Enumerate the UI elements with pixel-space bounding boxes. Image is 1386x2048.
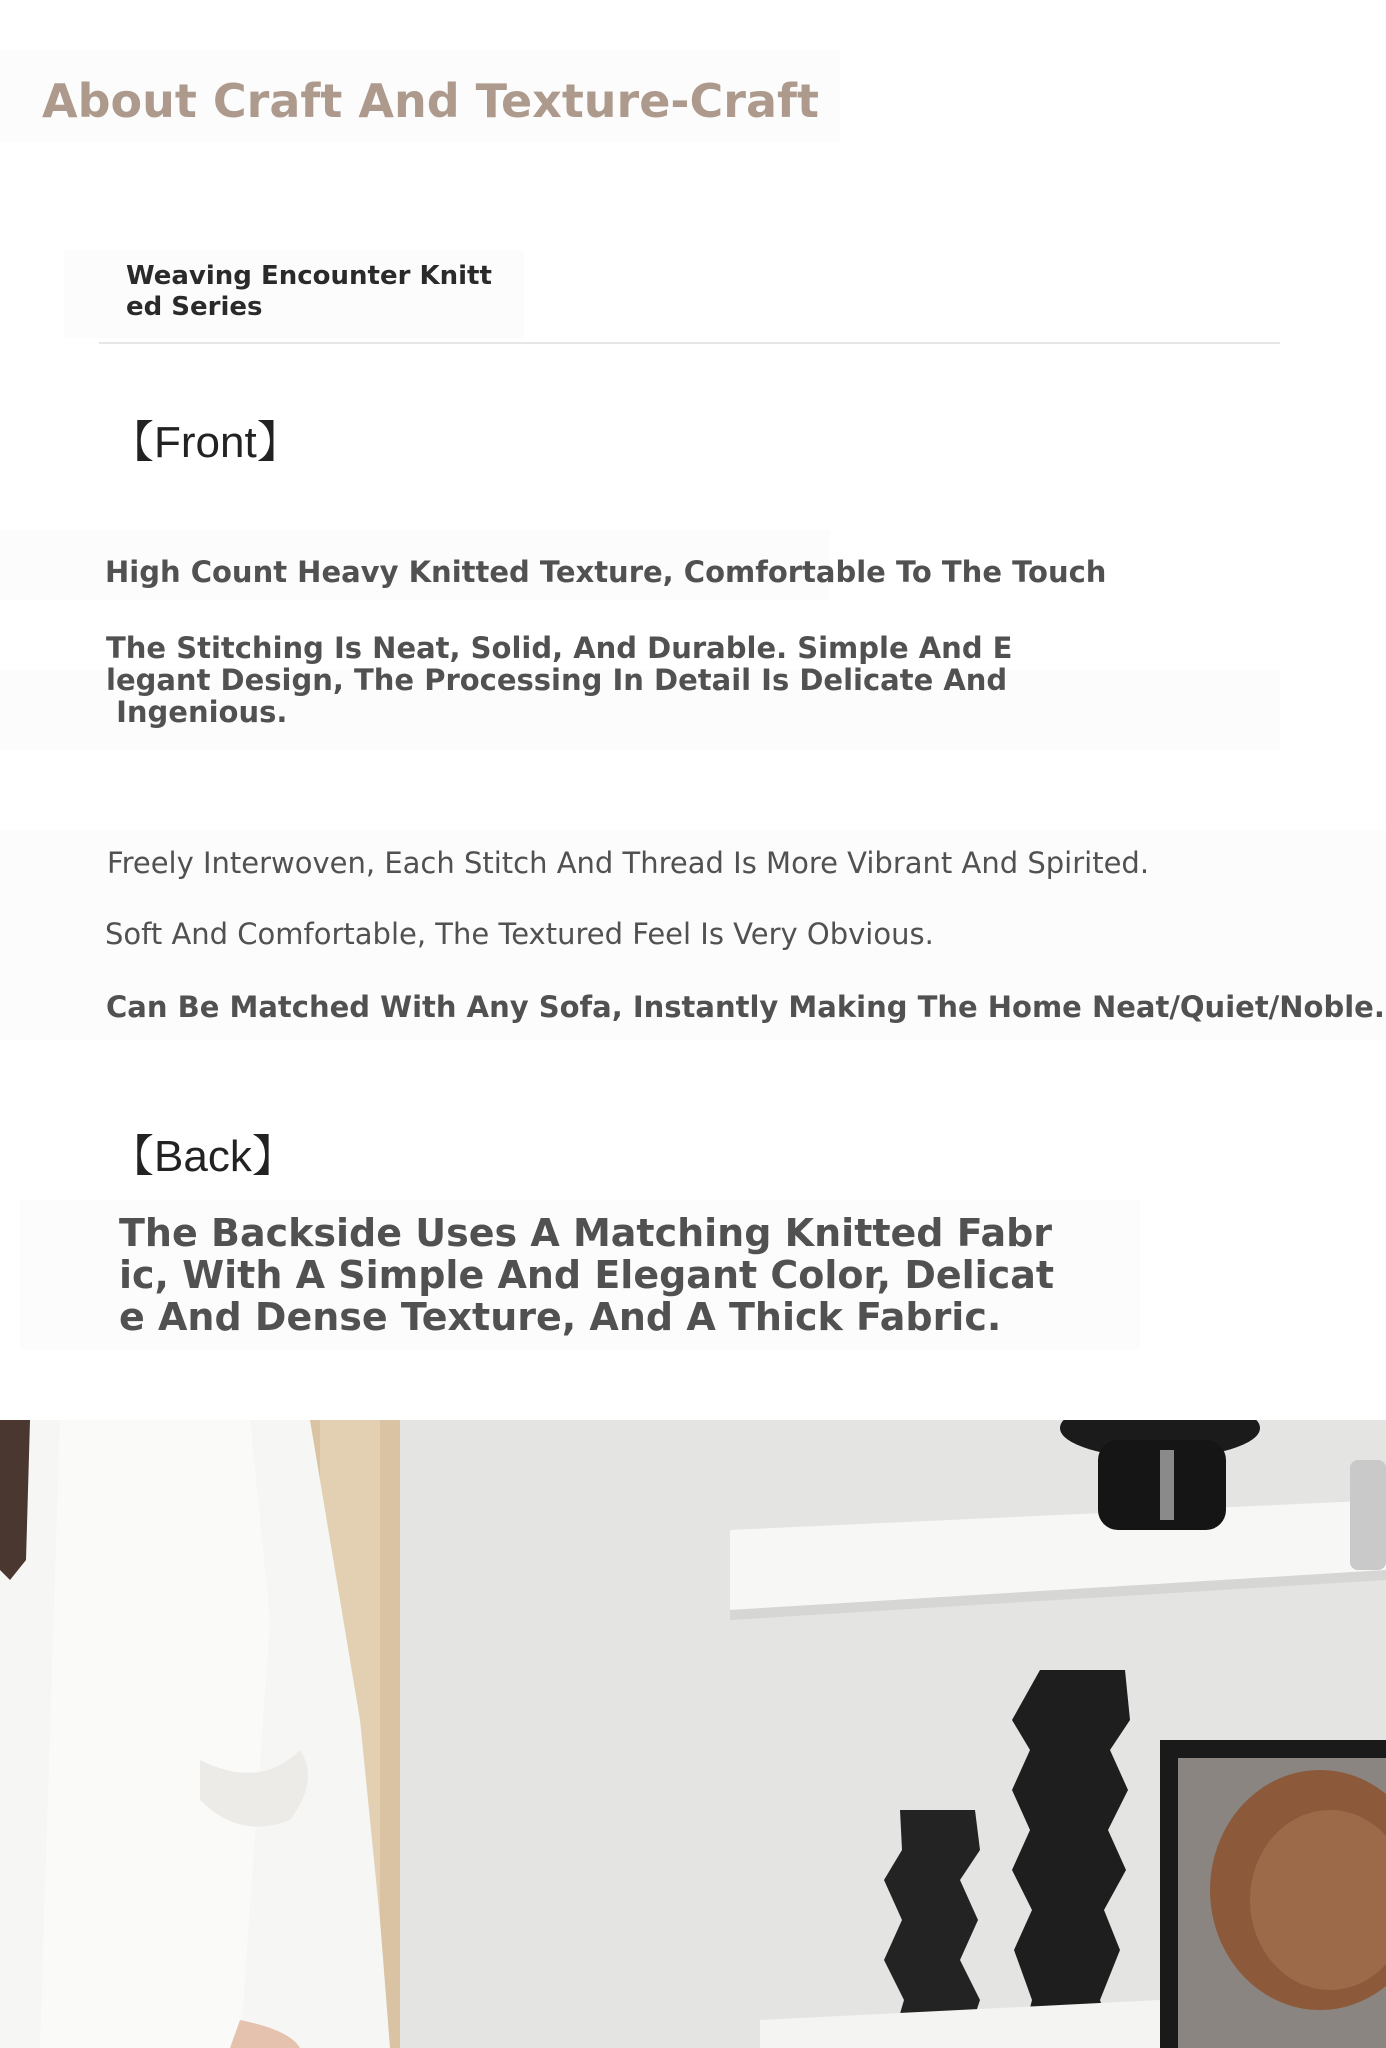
front-heading: 【Front】 xyxy=(110,418,301,467)
product-photo-illustration xyxy=(0,1420,1386,2048)
divider xyxy=(99,342,1280,344)
front-feature-texture: High Count Heavy Knitted Texture, Comfortable To The Touch xyxy=(105,555,1107,589)
back-heading: 【Back】 xyxy=(110,1132,296,1181)
product-lifestyle-photo xyxy=(0,1420,1386,2048)
front-feature-soft: Soft And Comfortable, The Textured Feel Is Very Obvious. xyxy=(105,917,934,951)
front-feature-interwoven: Freely Interwoven, Each Stitch And Thread Is More Vibrant And Spirited. xyxy=(107,846,1150,880)
series-label: Weaving Encounter Knitt ed Series xyxy=(126,261,492,322)
page-title: About Craft And Texture-Craft xyxy=(42,74,820,128)
front-feature-matching: Can Be Matched With Any Sofa, Instantly Making The Home Neat/Quiet/Noble. xyxy=(106,990,1385,1024)
front-feature-stitching: The Stitching Is Neat, Solid, And Durable. Simple And E legant Design, The Processing In Detail Is Delicate And Ingenious. xyxy=(106,631,1013,729)
back-description: The Backside Uses A Matching Knitted Fabr ic, With A Simple And Elegant Color, Delicat e And Dense Texture, And A Thick Fabric. xyxy=(119,1211,1055,1339)
